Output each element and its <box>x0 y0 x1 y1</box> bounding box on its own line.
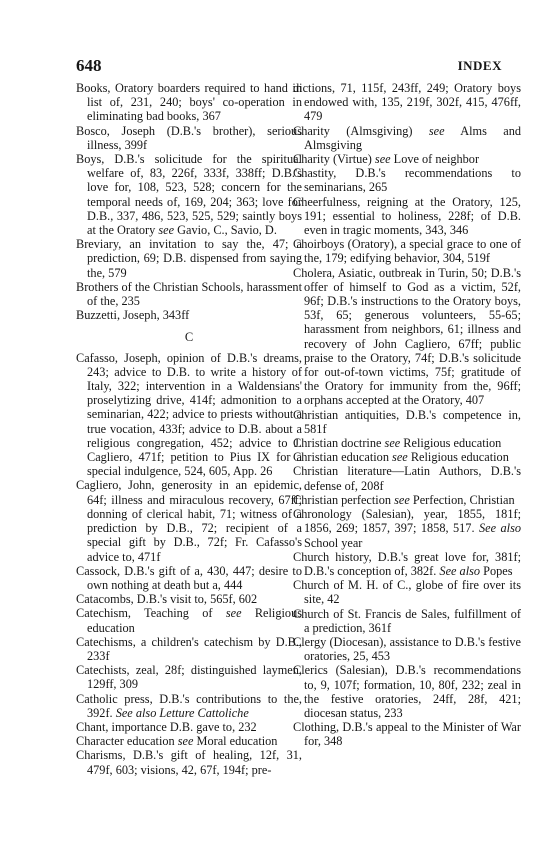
index-entry: Christian perfection see Perfection, Christian <box>293 492 515 507</box>
index-entry: Christian literature—Latin Authors, D.B.'s defense of, 208f <box>293 464 521 493</box>
right-column <box>293 81 521 749</box>
running-head: INDEX <box>457 58 502 73</box>
index-entry: Buzzetti, Joseph, 343ff <box>76 308 190 323</box>
index-entry: Church of M. H. of C., globe of fire over its site, 42 <box>293 578 521 607</box>
index-entry: Boys, D.B.'s solicitude for the spiritual welfare of, 83, 226f, 333f, 338ff; D.B.'s love for, 108, 523, 528; concern for the temporal needs of, 169, 204; 363; love for D.B., 337, 486, 523, 525, 529; saintly boys at the Oratory see Gavio, C., Savio, D. <box>76 152 302 238</box>
page-number: 648 <box>76 56 102 75</box>
index-entry: Church of St. Francis de Sales, fulfillment of a prediction, 361f <box>293 606 521 635</box>
index-entry: Catechisms, a children's catechism by D.B., 233f <box>76 634 302 663</box>
index-entry: Chant, importance D.B. gave to, 232 <box>76 719 257 734</box>
index-entry: Cassock, D.B.'s gift of a, 430, 447; desire to own nothing at death but a, 444 <box>76 563 302 592</box>
index-entry: Brothers of the Christian Schools, harassment of the, 235 <box>76 279 302 309</box>
index-entry: Christian education see Religious education <box>293 450 509 465</box>
index-entry: Cholera, Asiatic, outbreak in Turin, 50; D.B.'s offer of himself to God as a victim, 52f, 96f; D.B.'s instructions to the Oratory boys, 53f, 65; generous volunteers, 55-65; harassment from neighbors, 61; illness and recovery of John Cagliero, 67ff; public praise to the Oratory, 74f; D.B.'s solicitude for out-of-town victims, 75f; gratitude of the Oratory for immunity from the, 96ff; orphans accepted at the Oratory, 407 <box>293 265 521 408</box>
index-entry: Charisms, D.B.'s gift of healing, 12f, 31, 479f, 603; visions, 42, 67f, 194f; pre- <box>76 748 302 777</box>
index-entry: Clothing, D.B.'s appeal to the Minister of War for, 348 <box>293 720 521 749</box>
index-entry: Church history, D.B.'s great love for, 381f; D.B.'s conception of, 382f. See also Popes <box>293 549 521 578</box>
index-entry: Character education see Moral education <box>76 734 278 749</box>
section-letter: C <box>184 330 194 345</box>
index-entry: Charity (Almsgiving) see Alms and Almsgiving <box>293 123 521 152</box>
index-entry: Chastity, D.B.'s recommendations to seminarians, 265 <box>293 166 521 195</box>
index-entry: Cagliero, John, generosity in an epidemic, 64f; illness and miraculous recovery, 67ff; donning of clerical habit, 71; witness of a prediction by D.B., 72; recipient of a special gift by D.B., 72f; Fr. Cafasso's advice to, 471f <box>76 478 302 564</box>
index-entry: Christian antiquities, D.B.'s competence in, 581f <box>293 407 521 436</box>
index-entry: Chronology (Salesian), year, 1855, 181f; 1856, 269; 1857, 397; 1858, 517. See also School year <box>293 507 522 550</box>
index-entry: Clerics (Salesian), D.B.'s recommendations to, 9, 107f; formation, 10, 80f, 232; zeal in the festive oratories, 24ff, 28f, 421; diocesan status, 233 <box>293 663 521 720</box>
index-entry: Breviary, an invitation to say the, 47; a prediction, 69; D.B. dispensed from saying the, 579 <box>76 237 302 280</box>
index-entry: Catechism, Teaching of see Religious education <box>76 606 302 635</box>
index-entry: Charity (Virtue) see Love of neighbor <box>293 152 480 167</box>
index-entry: Catechists, zeal, 28f; distinguished laymen, 129ff, 309 <box>76 663 302 692</box>
left-column <box>76 81 302 777</box>
index-entry: dictions, 71, 115f, 243ff, 249; Oratory boys endowed with, 135, 219f, 302f, 415, 476ff, 479 <box>293 81 521 124</box>
index-entry: Catholic press, D.B.'s contributions to the, 392f. See also Letture Cattoliche <box>76 691 302 720</box>
index-entry: Clergy (Diocesan), assistance to D.B.'s festive oratories, 25, 453 <box>293 634 521 664</box>
index-entry: Choirboys (Oratory), a special grace to one of the, 179; edifying behavior, 304, 519f <box>293 237 521 266</box>
index-entry: Bosco, Joseph (D.B.'s brother), serious illness, 399f <box>76 123 302 152</box>
index-entry: Cafasso, Joseph, opinion of D.B.'s dreams, 243; advice to D.B. to write a history of Italy, 322; intervention in a Waldensians' proselytizing drive, 414f; admonition to a seminarian, 422; advice to priests without a true vocation, 433f; advice to D.B. about a religious congregation, 452; advice to J. Cagliero, 471f; petition to Pius IX for a special indulgence, 524, 605, App. 26 <box>76 350 302 479</box>
index-entry: Christian doctrine see Religious education <box>293 436 502 451</box>
index-entry: Cheerfulness, reigning at the Oratory, 125, 191; essential to holiness, 228f; of D.B. even in tragic moments, 343, 346 <box>293 194 521 238</box>
index-entry: Books, Oratory boarders required to hand in list of, 231, 240; boys' co-operation in eliminating bad books, 367 <box>76 81 302 124</box>
index-entry: Catacombs, D.B.'s visit to, 565f, 602 <box>76 592 258 607</box>
